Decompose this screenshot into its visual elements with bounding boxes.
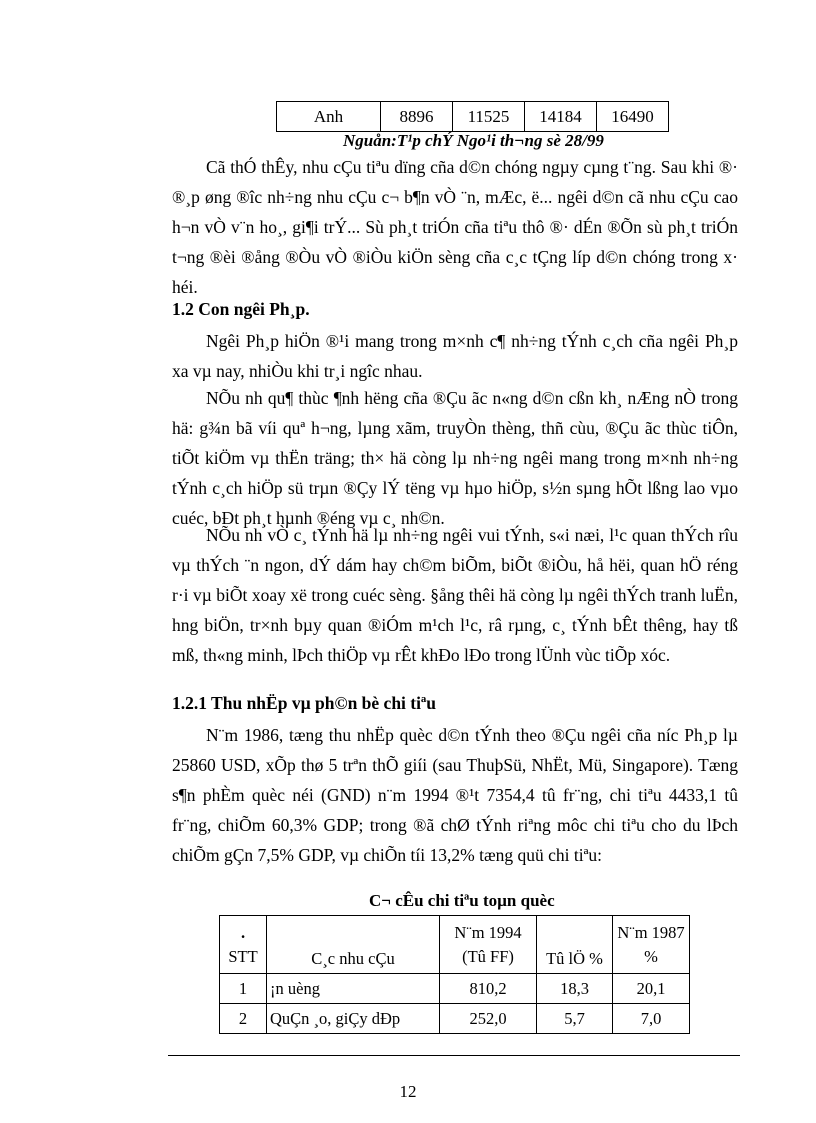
row-name: ¡n uèng [267, 974, 440, 1004]
header-year-1987 [613, 916, 690, 974]
header-ratio: Tû lÖ % [537, 916, 613, 974]
table-row [220, 974, 690, 1004]
row-value-1987: 20,1 [613, 974, 690, 1004]
paragraph-french-people: Ngêi Ph¸p hiÖn ®¹i mang trong m×nh c¶ nh÷ng tÝnh c¸ch cña ngêi Ph¸p xa vµ nay, nhiÒu khi tr¸i ngîc nhau. [172, 331, 738, 381]
header-year-1994 [440, 916, 537, 974]
section-heading-1-2-1: 1.2.1 Thu nhËp vµ ph©n bè chi tiªu [172, 693, 436, 713]
table-row [277, 102, 669, 132]
header-year-1987-label: N¨m 1987 [617, 922, 685, 942]
value-cell: 16490 [597, 102, 669, 132]
top-data-table [276, 101, 669, 132]
row-ratio: 5,7 [537, 1004, 613, 1034]
header-unit-label: (Tû FF) [462, 946, 514, 966]
value-cell: 11525 [453, 102, 525, 132]
value-cell: 14184 [525, 102, 597, 132]
source-citation: Nguån:T¹p chÝ Ngo¹i th¬ng sè 28/99 [343, 131, 604, 150]
row-ratio: 18,3 [537, 974, 613, 1004]
section-heading-1-2: 1.2 Con ngêi Ph¸p. [172, 299, 310, 319]
spending-structure-table [219, 915, 690, 1034]
row-stt: 2 [220, 1004, 267, 1034]
table-title: C¬ cÊu chi tiªu toµn quèc [369, 891, 555, 910]
paragraph-consumption: Cã thÓ thÊy, nhu cÇu tiªu dïng cña d©n chóng ngµy cµng t¨ng. Sau khi ®· ®¸p øng ®îc nh÷ng nhu cÇu c¬ b¶n vÒ ¨n, mÆc, ë... ngêi d©n cã nhu cÇu cao h¬n vÒ v¨n ho¸, gi¶i trÝ... Sù ph¸t triÓn cña tiªu thô ®· dÉn ®Õn sù ph¸t triÓn t¬ng ®èi ®ång ®Òu vÒ ®iÒu kiÖn sèng cña c¸c tÇng líp d©n chóng trong x· héi. [172, 157, 738, 297]
header-needs: C¸c nhu cÇu [267, 916, 440, 974]
row-stt: 1 [220, 974, 267, 1004]
value-cell: 8896 [381, 102, 453, 132]
header-percent-label: % [644, 946, 658, 966]
paragraph-income: N¨m 1986, tæng thu nhËp quèc d©n tÝnh theo ®Çu ngêi cña níc Ph¸p lµ 25860 USD, xÕp thø 5 trªn thÕ giíi (sau ThuþSü, NhËt, Mü, Singapore). Tæng s¶n phÈm quèc néi (GND) n¨m 1994 ®¹t 7354,4 tû fr¨ng, chi tiªu 4433,1 tû fr¨ng, chiÕm 60,3% GDP; trong ®ã chØ tÝnh riªng môc chi tiªu cho du lÞch chiÕm gÇn 7,5% GDP, vµ chiÕn tíi 13,2% tæng quü chi tiªu: [172, 725, 738, 865]
row-value-1987: 7,0 [613, 1004, 690, 1034]
row-value-1994: 810,2 [440, 974, 537, 1004]
paragraph-personality: NÕu nh vÒ c¸ tÝnh hä lµ nh÷ng ngêi vui tÝnh, s«i næi, l¹c quan thÝch rîu vµ thÝch ¨n ngon, dÝ dám hay ch©m biÕm, biÕt ®iÒu, hå hëi, quan hÖ réng r·i vµ biÕt xoay xë trong cuéc sèng. §ång thêi hä còng lµ ngêi thÝch tranh luËn, hng biÖn, tr×nh bµy quan ®iÓm m¹ch l¹c, râ rµng, c¸ tÝnh bÊt thêng, hay tß mß, th«ng minh, lÞch thiÖp vµ rÊt khÐo lÐo trong lÜnh vùc tiÕp xóc. [172, 525, 738, 665]
header-year-1994-label: N¨m 1994 [454, 922, 522, 942]
table-header-row [220, 916, 690, 974]
row-value-1994: 252,0 [440, 1004, 537, 1034]
footer-divider [168, 1055, 740, 1056]
country-cell: Anh [277, 102, 381, 132]
row-name: QuÇn ¸o, giÇy dÐp [267, 1004, 440, 1034]
header-stt-label: STT [228, 946, 258, 966]
paragraph-peasant-mindset: NÕu nh qu¶ thùc ¶nh hëng cña ®Çu ãc n«ng d©n cßn kh¸ nÆng nÒ trong hä: g¾n bã víi quª h¬ng, lµng xãm, truyÒn thèng, thñ cùu, ®Çu ãc thùc tiÔn, tiÕt kiÖm vµ thËn träng; th× hä còng lµ nh÷ng ngêi mang trong m×nh nh÷ng tÝnh c¸ch hiÖp sü trµn ®Çy lÝ tëng vµ hµo hiÖp, s½n sµng hÕt lßng lao vµo cuéc, bÐt ph¸t hµnh ®éng vµ c¸ nh©n. [172, 388, 738, 528]
table-row [220, 1004, 690, 1034]
header-stt [220, 916, 267, 974]
page-number: 12 [399, 1082, 417, 1101]
header-stt-dot: . [240, 922, 246, 942]
